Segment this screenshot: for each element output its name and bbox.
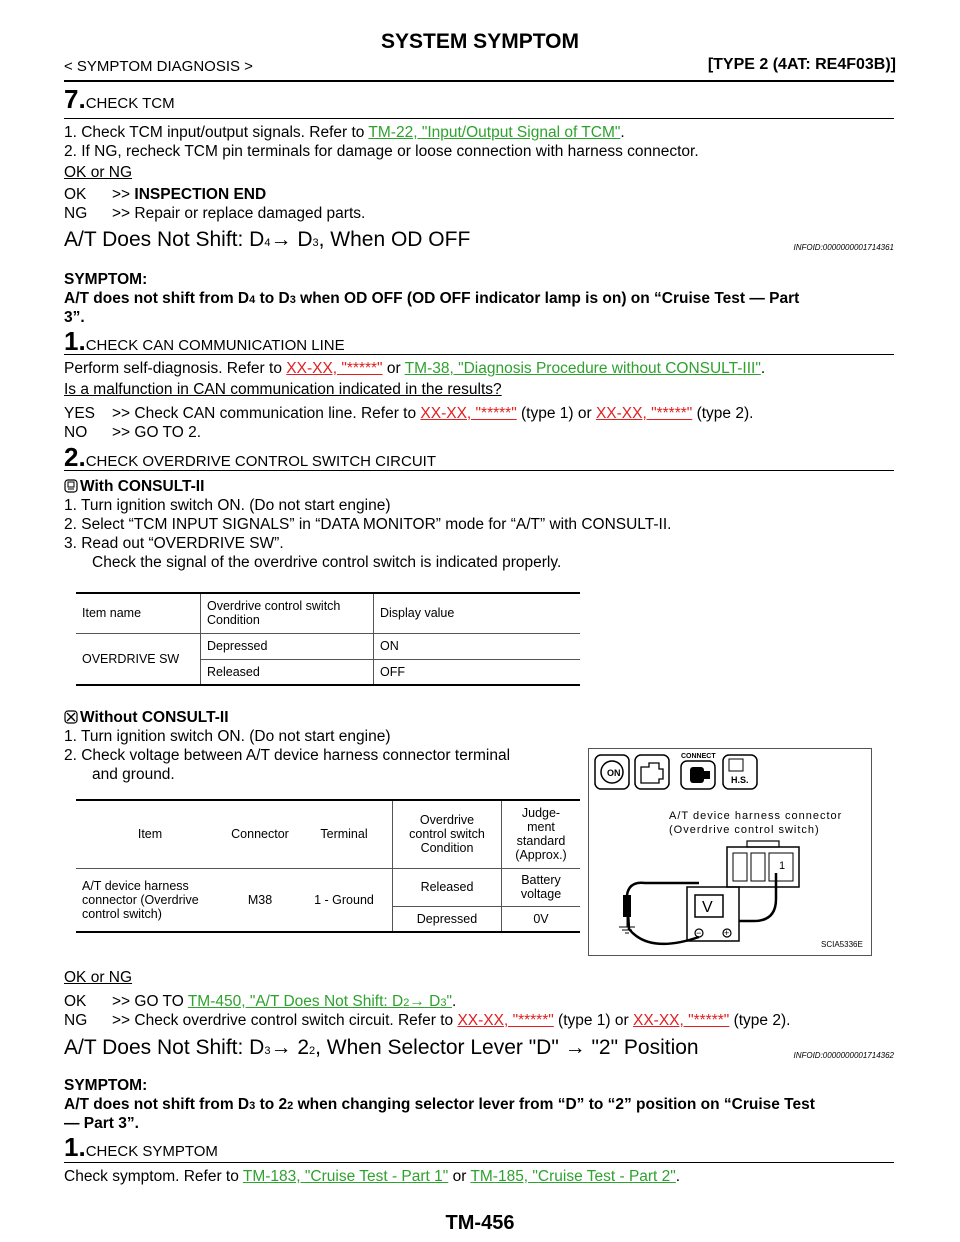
table-header: Judge- ment standard (Approx.): [502, 800, 581, 868]
ref-link[interactable]: XX-XX, "*****": [457, 1012, 554, 1029]
step-title: CHECK TCM: [85, 95, 175, 112]
with-line-4: Check the signal of the overdrive control switch is indicated properly.: [92, 554, 562, 571]
step-rule: [64, 118, 894, 119]
connector-shape: [727, 841, 799, 887]
ref-link[interactable]: XX-XX, "*****": [595, 405, 693, 422]
table-cell: M38: [224, 868, 296, 932]
step-7-line-1: 1. Check TCM input/output signals. Refer to TM-22, "Input/Output Signal of TCM".: [64, 124, 625, 141]
connect-text: CONNECT: [681, 753, 716, 760]
with-line-3: 3. Read out “OVERDRIVE SW”.: [64, 535, 284, 552]
result-ng: NG >> Repair or replace damaged parts.: [64, 205, 366, 222]
question: OK or NG: [64, 164, 133, 181]
ref-link[interactable]: XX-XX, "*****": [420, 405, 517, 422]
table-header: Overdrive control switch Condition: [201, 593, 374, 633]
page-number: TM-456: [445, 1212, 515, 1234]
connector-label: A/T device harness connector: [669, 810, 843, 822]
symptom-line-2: 3”.: [64, 309, 85, 326]
step-number: 7.: [64, 84, 86, 114]
table-header: Connector: [224, 800, 296, 868]
table-header: Terminal: [296, 800, 393, 868]
symptom-line-1: A/T does not shift from D3 to 22 when changing selector lever from “D” to “2” position on “Cruise Test: [64, 1096, 815, 1113]
without-line-2: 2. Check voltage between A/T device harness connector terminal: [64, 747, 511, 764]
step-number: 1.: [64, 1132, 86, 1162]
probe-wire: [739, 873, 776, 921]
table-cell: 0V: [502, 906, 581, 932]
step-title: CHECK SYMPTOM: [85, 1143, 218, 1160]
step-2-heading: [64, 442, 436, 473]
table-header: Display value: [374, 593, 581, 633]
on-text: ON: [607, 768, 621, 778]
step-title: CHECK CAN COMMUNICATION LINE: [85, 337, 345, 354]
ref-link[interactable]: TM-185, "Cruise Test - Part 2": [470, 1168, 676, 1185]
question: OK or NG: [64, 969, 133, 986]
table-cell: 1 - Ground: [296, 868, 393, 932]
step-title: CHECK OVERDRIVE CONTROL SWITCH CIRCUIT: [85, 453, 436, 470]
result-ok: OK >> INSPECTION END: [64, 186, 267, 203]
step-1-line: Perform self-diagnosis. Refer to XX-XX, "*****" or TM-38, "Diagnosis Procedure without CONSULT-III".: [64, 360, 766, 377]
display-value-table: [76, 592, 580, 686]
ref-link[interactable]: TM-450, "A/T Does Not Shift: D2→ D3": [187, 993, 452, 1010]
table-cell: Depressed: [201, 633, 374, 659]
minus-terminal: −: [696, 928, 702, 938]
table-cell: ON: [374, 633, 581, 659]
step-1-heading: [64, 1132, 218, 1163]
step-number: 2.: [64, 442, 86, 472]
result-no: NO >> GO TO 2.: [64, 424, 202, 441]
symptom-label: SYMPTOM:: [64, 271, 148, 288]
info-id: INFOID:0000000001714362: [793, 1051, 894, 1060]
ref-link[interactable]: XX-XX, "*****": [632, 1012, 730, 1029]
table-header: Item name: [76, 593, 201, 633]
breadcrumb: < SYMPTOM DIAGNOSIS >: [64, 58, 253, 75]
table-cell: Battery voltage: [502, 868, 581, 906]
table-cell: Released: [393, 868, 502, 906]
harness-side-icon: [723, 755, 757, 789]
result-yes: YES >> Check CAN communication line. Refer to XX-XX, "*****" (type 1) or XX-XX, "*****" (type 2).: [64, 405, 754, 422]
voltmeter: [687, 887, 739, 941]
hs-text: H.S.: [731, 775, 749, 785]
step-rule: [64, 1162, 894, 1163]
ref-link[interactable]: TM-38, "Diagnosis Procedure without CONSULT-III": [404, 360, 761, 377]
step-1-line: Check symptom. Refer to TM-183, "Cruise Test - Part 1" or TM-185, "Cruise Test - Part 2".: [64, 1168, 681, 1185]
connector-label: (Overdrive control switch): [669, 824, 820, 836]
with-line-2: 2. Select “TCM INPUT SIGNALS” in “DATA MONITOR” mode for “A/T” with CONSULT-II.: [64, 516, 672, 533]
ref-link[interactable]: XX-XX, "*****": [286, 360, 383, 377]
without-consult-label: Without CONSULT-II: [64, 708, 229, 727]
step-7-line-2: 2. If NG, recheck TCM pin terminals for damage or loose connection with harness connector.: [64, 143, 699, 160]
consult-tool-icon: [64, 479, 78, 493]
meter-symbol: V: [702, 899, 713, 916]
ground-probe: [623, 895, 631, 917]
no-tool-icon: [64, 710, 78, 724]
result-ok: OK >> GO TO TM-450, "A/T Does Not Shift: D2→ D3".: [64, 993, 457, 1010]
table-cell: OFF: [374, 659, 581, 685]
ref-link[interactable]: TM-22, "Input/Output Signal of TCM": [368, 124, 621, 141]
ignition-on-icon: [595, 755, 629, 789]
table-header: Overdrive control switch Condition: [393, 800, 502, 868]
step-rule: [64, 470, 894, 471]
step-7-heading: [64, 84, 175, 115]
step-rule: [64, 354, 894, 355]
with-line-1: 1. Turn ignition switch ON. (Do not start engine): [64, 497, 391, 514]
table-cell: Released: [201, 659, 374, 685]
ref-link[interactable]: TM-183, "Cruise Test - Part 1": [242, 1168, 449, 1185]
voltage-table: [76, 799, 580, 933]
result-ng: NG >> Check overdrive control switch circuit. Refer to XX-XX, "*****" (type 1) or XX-XX, "*****" (type 2).: [64, 1012, 791, 1029]
plus-terminal: +: [724, 928, 730, 938]
table-cell: OVERDRIVE SW: [76, 633, 201, 685]
diagram-svg: [589, 749, 871, 955]
figure-code: SCIA5336E: [821, 940, 863, 949]
table-cell: Depressed: [393, 906, 502, 932]
question: Is a malfunction in CAN communication indicated in the results?: [64, 381, 502, 398]
table-cell: A/T device harness connector (Overdrive control switch): [76, 868, 224, 932]
section-heading: A/T Does Not Shift: D4→ D3, When OD OFF: [64, 228, 471, 251]
section-heading: A/T Does Not Shift: D3→ 22, When Selector Lever "D" → "2" Position: [64, 1036, 699, 1059]
ground-wire: [627, 883, 702, 944]
page-title: SYSTEM SYMPTOM: [381, 30, 579, 53]
symptom-line-1: A/T does not shift from D4 to D3 when OD OFF (OD OFF indicator lamp is on) on “Cruise Test — Part: [64, 290, 800, 307]
step-number: 1.: [64, 326, 86, 356]
without-line-1: 1. Turn ignition switch ON. (Do not start engine): [64, 728, 391, 745]
info-id: INFOID:0000000001714361: [793, 243, 894, 252]
connect-icon: [681, 753, 716, 789]
engine-off-icon: [635, 755, 669, 789]
table-header: Item: [76, 800, 224, 868]
header-rule: [64, 80, 894, 82]
symptom-line-2: — Part 3”.: [64, 1115, 139, 1132]
step-1-heading: [64, 326, 345, 357]
ground-symbol: [619, 917, 635, 933]
without-line-3: and ground.: [92, 766, 175, 783]
symptom-label: SYMPTOM:: [64, 1077, 148, 1094]
with-consult-label: With CONSULT-II: [64, 477, 204, 496]
pin-number: 1: [779, 860, 786, 872]
wiring-diagram: [588, 748, 872, 956]
type-label: [TYPE 2 (4AT: RE4F03B)]: [707, 56, 896, 73]
